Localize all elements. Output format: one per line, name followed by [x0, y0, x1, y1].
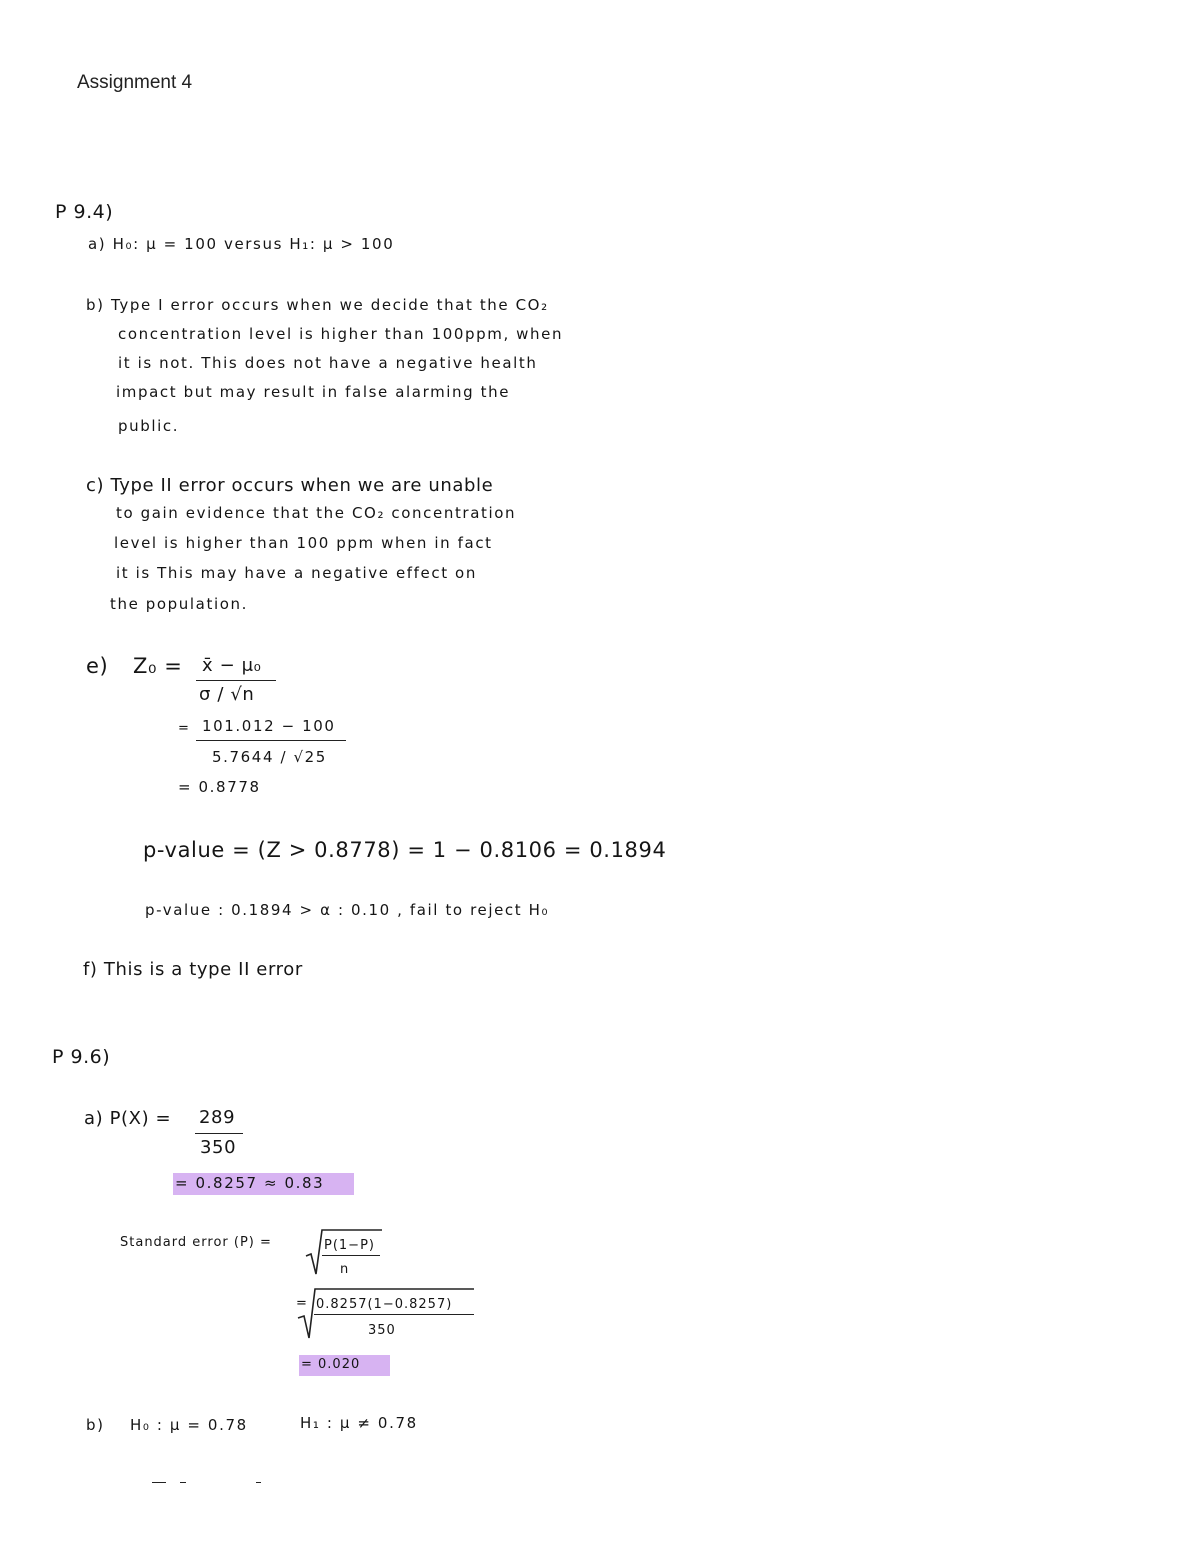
se-formula-denominator: n: [340, 1262, 350, 1277]
se-sub-fraction-bar: [314, 1314, 474, 1315]
z-formula-fraction-bar: [196, 680, 276, 681]
se-result: = 0.020: [301, 1357, 361, 1372]
se-sub-denominator: 350: [368, 1323, 396, 1338]
p94-c-line: c) Type II error occurs when we are unable: [86, 475, 494, 496]
p94-c-line: level is higher than 100 ppm when in fact: [114, 534, 493, 552]
problem-9-6-label: P 9.6): [52, 1046, 111, 1068]
p94-b-line: impact but may result in false alarming the: [116, 383, 511, 401]
p96-a-numerator: 289: [199, 1107, 236, 1128]
p94-c-line: to gain evidence that the CO₂ concentration: [116, 504, 517, 522]
page-title: Assignment 4: [77, 72, 193, 93]
cutoff-mark: [180, 1482, 186, 1483]
p94-c-line: it is This may have a negative effect on: [116, 564, 477, 582]
z-sub-fraction-bar: [196, 740, 346, 741]
z-sub-denominator: 5.7644 / √25: [212, 748, 327, 766]
z-result: = 0.8778: [178, 778, 261, 796]
p94-b-line: public.: [118, 417, 180, 435]
p96-a-fraction-bar: [195, 1133, 243, 1134]
se-sub-equals: =: [296, 1296, 308, 1311]
p96-a-denominator: 350: [200, 1137, 237, 1158]
standard-error-label: Standard error (P) =: [120, 1235, 272, 1250]
p-value-decision: p-value : 0.1894 > α : 0.10 , fail to reject H₀: [145, 901, 550, 919]
p94-b-line: concentration level is higher than 100ppm, when: [118, 325, 564, 343]
problem-9-4-label: P 9.4): [55, 201, 114, 223]
p96-a-prefix: a) P(X) =: [84, 1108, 172, 1129]
z-sub-numerator: 101.012 − 100: [202, 717, 336, 735]
p94-e-label: e): [86, 654, 109, 678]
p-value-calculation: p-value = (Z > 0.8778) = 1 − 0.8106 = 0.1894: [143, 838, 667, 862]
p94-b-line: b) Type I error occurs when we decide that the CO₂: [86, 296, 549, 314]
p96-b-label: b): [86, 1416, 105, 1434]
alternative-hypothesis: H₁ : μ ≠ 0.78: [300, 1414, 418, 1432]
z-formula-numerator: x̄ − μ₀: [202, 655, 262, 676]
p96-a-result: = 0.8257 ≈ 0.83: [175, 1174, 325, 1192]
se-sub-numerator: 0.8257(1−0.8257): [316, 1297, 453, 1312]
z-formula-denominator: σ / √n: [199, 684, 255, 705]
p94-part-a: a) H₀: μ = 100 versus H₁: μ > 100: [88, 235, 395, 253]
p94-c-line: the population.: [110, 595, 248, 613]
se-formula-numerator: P(1−P): [324, 1238, 375, 1253]
cutoff-mark: [256, 1482, 261, 1483]
null-hypothesis: H₀ : μ = 0.78: [130, 1416, 248, 1434]
z-statistic-symbol: Z₀ =: [133, 654, 183, 678]
se-formula-fraction-bar: [322, 1255, 380, 1256]
cutoff-mark: [152, 1482, 166, 1483]
p94-b-line: it is not. This does not have a negative health: [118, 354, 538, 372]
z-sub-equals: =: [178, 721, 190, 736]
p94-part-f: f) This is a type II error: [83, 959, 303, 980]
